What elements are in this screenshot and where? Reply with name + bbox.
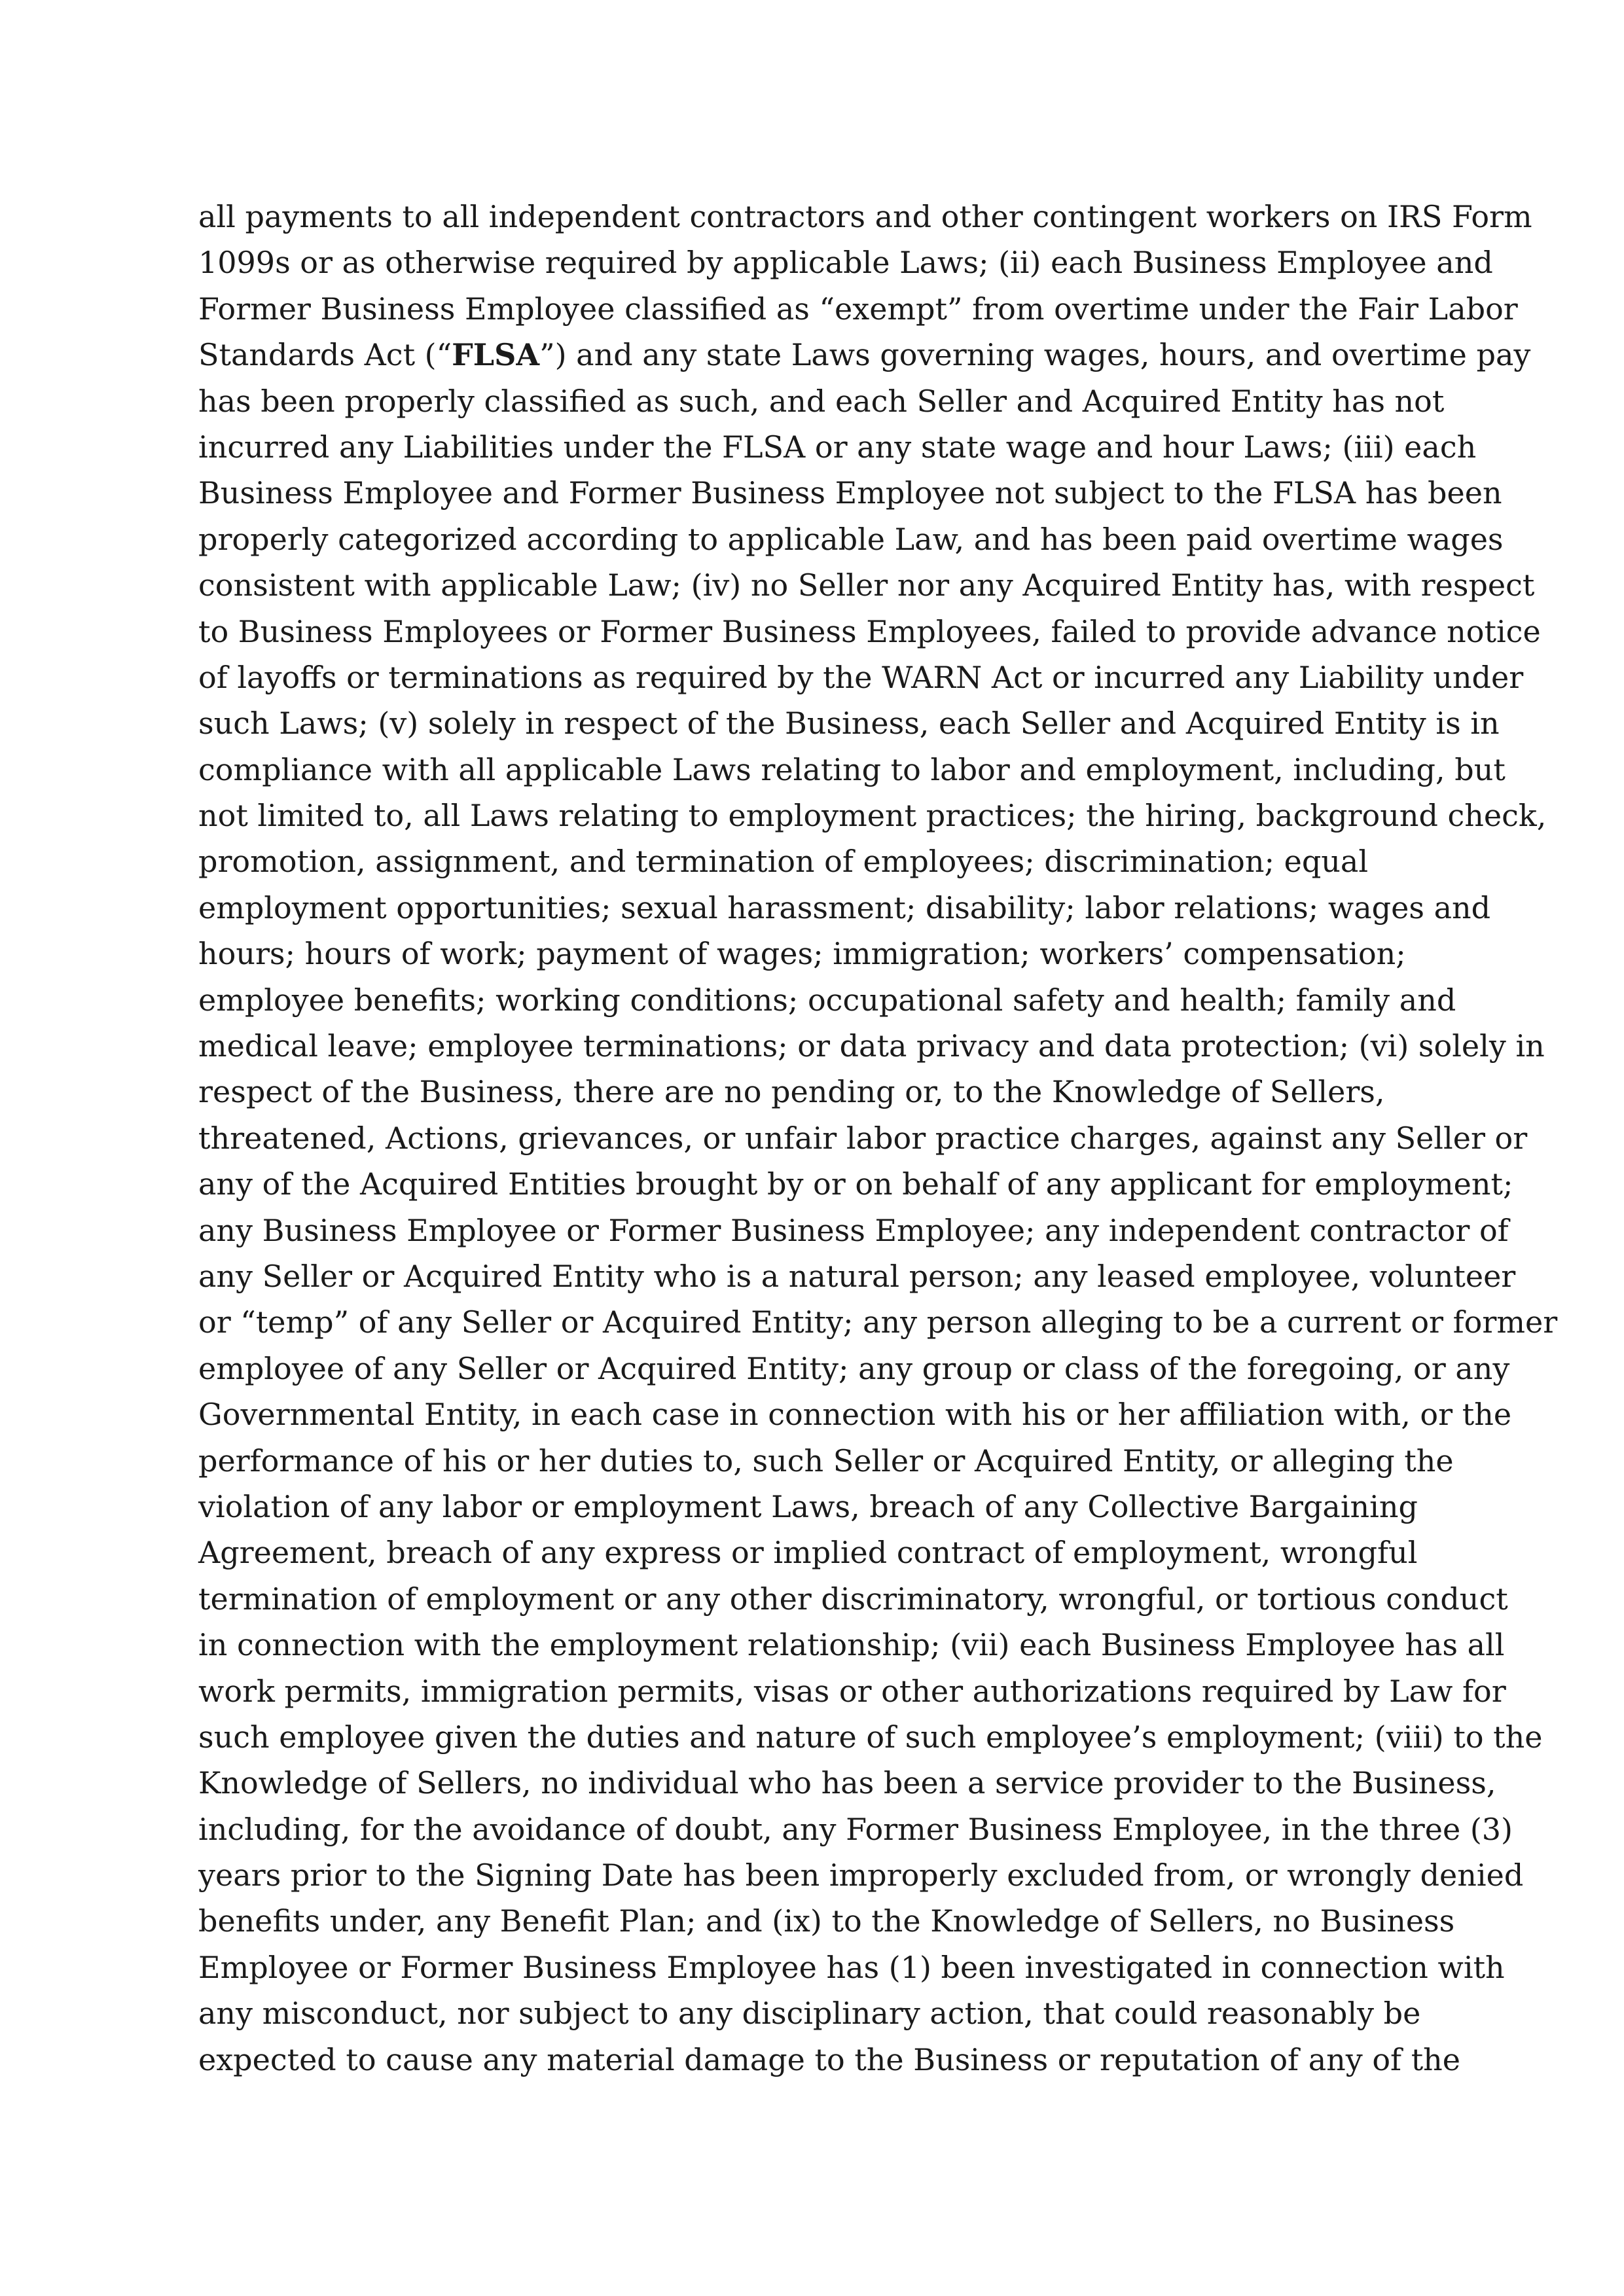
text-line: work permits, immigration permits, visas or other authorizations required by Law for (198, 1673, 1506, 1709)
text-line: consistent with applicable Law; (iv) no Seller nor any Acquired Entity has, with respect (198, 567, 1535, 603)
text-line: violation of any labor or employment Laws, breach of any Collective Bargaining (198, 1488, 1418, 1524)
text-line: compliance with all applicable Laws relating to labor and employment, including, but (198, 751, 1506, 787)
text-line: such Laws; (v) solely in respect of the Business, each Seller and Acquired Entity is in (198, 706, 1500, 742)
text-line (198, 332, 1531, 378)
text-line: years prior to the Signing Date has been improperly excluded from, or wrongly denied (198, 1857, 1524, 1893)
text-segment: Standards Act (“ (198, 337, 452, 373)
text-line: termination of employment or any other discriminatory, wrongful, or tortious conduct (198, 1581, 1508, 1617)
text-line: or “temp” of any Seller or Acquired Entity; any person alleging to be a current or former (198, 1304, 1558, 1340)
text-line: performance of his or her duties to, such Seller or Acquired Entity, or alleging the (198, 1443, 1454, 1479)
text-line: Knowledge of Sellers, no individual who has been a service provider to the Business, (198, 1765, 1496, 1801)
text-line: Agreement, breach of any express or implied contract of employment, wrongful (198, 1535, 1418, 1571)
text-line: hours; hours of work; payment of wages; immigration; workers’ compensation; (198, 936, 1406, 972)
text-line: promotion, assignment, and termination of employees; discrimination; equal (198, 844, 1369, 880)
text-line: employee of any Seller or Acquired Entity; any group or class of the foregoing, or any (198, 1350, 1510, 1386)
text-line: Business Employee and Former Business Employee not subject to the FLSA has been (198, 475, 1502, 511)
text-line: respect of the Business, there are no pending or, to the Knowledge of Sellers, (198, 1074, 1385, 1110)
text-line: medical leave; employee terminations; or data privacy and data protection; (vi) solely in (198, 1028, 1545, 1064)
text-line: any misconduct, nor subject to any disciplinary action, that could reasonably be (198, 1996, 1421, 2032)
text-line: including, for the avoidance of doubt, any Former Business Employee, in the three (3) (198, 1811, 1513, 1847)
text-line: Governmental Entity, in each case in connection with his or her affiliation with, or the (198, 1397, 1512, 1433)
text-line: Former Business Employee classified as “exempt” from overtime under the Fair Labor (198, 291, 1518, 327)
body-text (198, 194, 1558, 2083)
text-segment: ”) and any state Laws governing wages, hours, and overtime pay (539, 337, 1531, 373)
text-line: any Seller or Acquired Entity who is a natural person; any leased employee, volunteer (198, 1258, 1516, 1294)
text-line: all payments to all independent contractors and other contingent workers on IRS Form (198, 199, 1532, 234)
text-line: to Business Employees or Former Business Employees, failed to provide advance notice (198, 613, 1541, 649)
text-line: Employee or Former Business Employee has (1) been investigated in connection with (198, 1949, 1505, 1985)
text-line: has been properly classified as such, and each Seller and Acquired Entity has not (198, 383, 1445, 419)
text-line: benefits under, any Benefit Plan; and (ix) to the Knowledge of Sellers, no Business (198, 1903, 1455, 1939)
text-line: expected to cause any material damage to the Business or reputation of any of the (198, 2041, 1461, 2077)
text-line: in connection with the employment relationship; (vii) each Business Employee has all (198, 1627, 1505, 1663)
text-line: 1099s or as otherwise required by applicable Laws; (ii) each Business Employee and (198, 245, 1493, 281)
text-line: threatened, Actions, grievances, or unfair labor practice charges, against any Seller or (198, 1120, 1528, 1156)
text-line: incurred any Liabilities under the FLSA or any state wage and hour Laws; (iii) each (198, 429, 1477, 465)
text-line: employee benefits; working conditions; occupational safety and health; family and (198, 982, 1456, 1018)
text-line: properly categorized according to applicable Law, and has been paid overtime wages (198, 521, 1504, 557)
text-line: any of the Acquired Entities brought by or on behalf of any applicant for employment; (198, 1166, 1513, 1202)
text-line: such employee given the duties and nature of such employee’s employment; (viii) to the (198, 1719, 1543, 1755)
text-line: any Business Employee or Former Business Employee; any independent contractor of (198, 1212, 1509, 1248)
text-line: not limited to, all Laws relating to employment practices; the hiring, background check, (198, 798, 1547, 834)
defined-term-flsa: FLSA (452, 337, 540, 373)
text-line: of layoffs or terminations as required by the WARN Act or incurred any Liability under (198, 659, 1524, 695)
text-line: employment opportunities; sexual harassment; disability; labor relations; wages and (198, 889, 1491, 925)
